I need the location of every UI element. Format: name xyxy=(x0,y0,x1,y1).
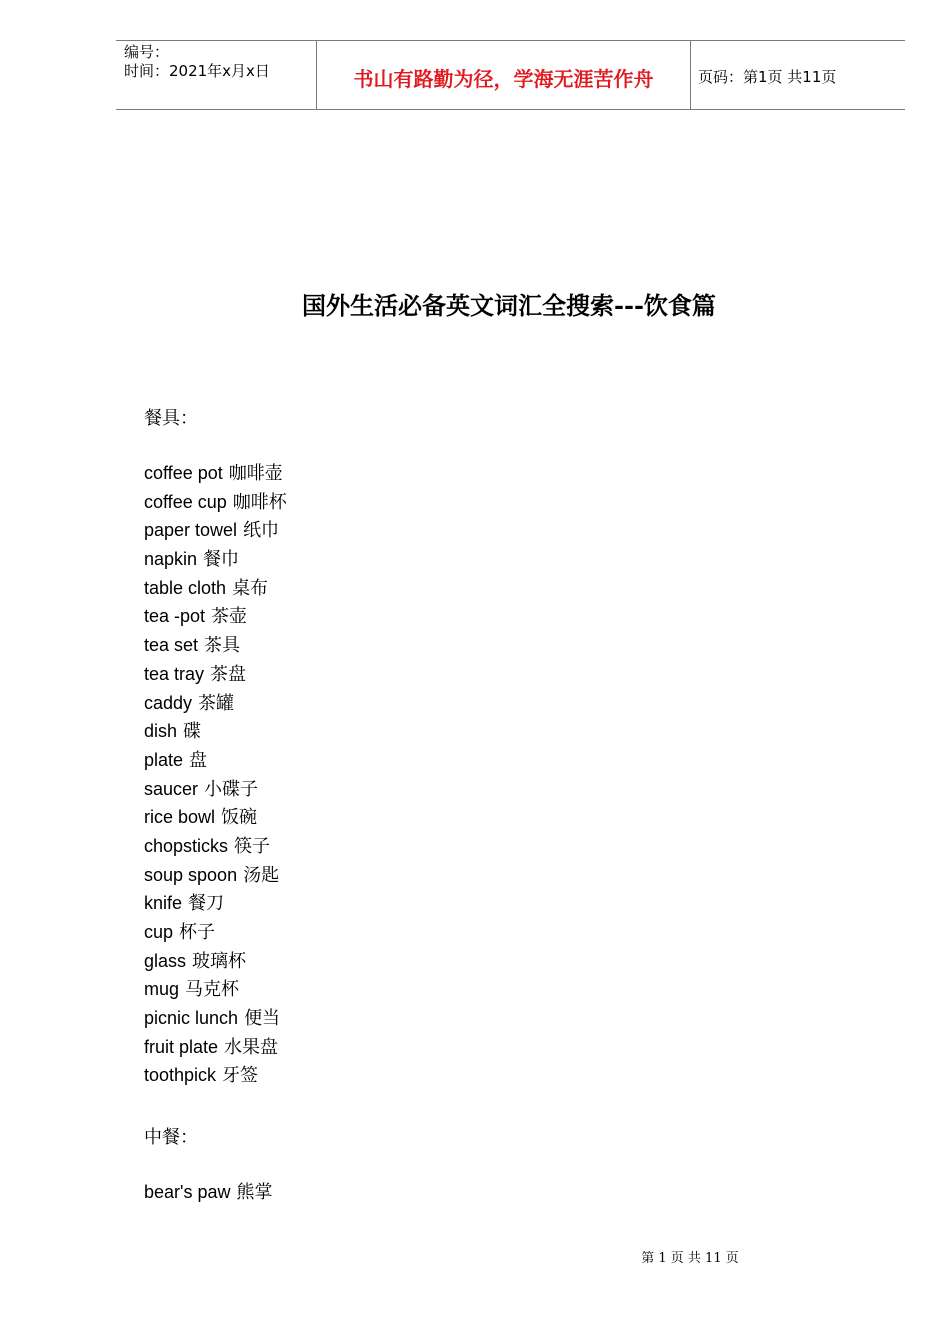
list-item xyxy=(144,1061,287,1090)
english-term: coffee pot xyxy=(144,463,223,483)
list-item xyxy=(144,1033,287,1062)
english-term: table cloth xyxy=(144,577,227,598)
chinese-term: 饭碗 xyxy=(221,807,258,829)
list-item xyxy=(144,803,287,832)
document-date: 时间：2021年x月x日 xyxy=(124,62,270,80)
chinese-term: 筷子 xyxy=(234,835,271,857)
english-term: tea -pot xyxy=(144,606,206,627)
list-item xyxy=(144,602,287,631)
header-motto: 书山有路勤为径，学海无涯苦作舟 xyxy=(353,67,654,91)
english-term: soup spoon xyxy=(144,864,238,885)
page-header xyxy=(116,40,905,110)
vocab-list-tableware xyxy=(144,459,287,1090)
chinese-term: 茶罐 xyxy=(198,692,235,714)
list-item xyxy=(144,832,287,861)
list-item xyxy=(144,631,287,660)
chinese-term: 盘 xyxy=(189,749,208,771)
header-page-info: 页码：第1页 共11页 xyxy=(698,68,837,86)
list-item xyxy=(144,574,287,603)
page-title: 国外生活必备英文词汇全搜索---饮食篇 xyxy=(302,291,716,320)
chinese-term: 碟 xyxy=(183,721,202,743)
header-page-cell xyxy=(690,41,905,109)
chinese-term: 汤匙 xyxy=(243,864,280,886)
list-item xyxy=(144,717,287,746)
list-item xyxy=(144,947,287,976)
list-item xyxy=(144,660,287,689)
english-term: tea set xyxy=(144,635,199,656)
chinese-term: 桌布 xyxy=(232,577,269,599)
list-item xyxy=(144,889,287,918)
list-item xyxy=(144,975,287,1004)
chinese-term: 水果盘 xyxy=(224,1036,279,1058)
chinese-term: 茶壶 xyxy=(211,606,248,628)
chinese-term: 牙签 xyxy=(222,1065,259,1087)
english-term: cup xyxy=(144,922,174,942)
chinese-term: 餐巾 xyxy=(203,549,240,571)
list-item xyxy=(144,1004,287,1033)
chinese-term: 咖啡壶 xyxy=(228,463,283,484)
chinese-term: 杯子 xyxy=(179,922,216,943)
english-term: chopsticks xyxy=(144,835,229,856)
header-meta-cell xyxy=(116,41,316,109)
english-term: coffee cup xyxy=(144,491,227,512)
chinese-term: 餐刀 xyxy=(188,893,225,915)
english-term: fruit plate xyxy=(144,1036,219,1057)
english-term: mug xyxy=(144,979,180,1000)
section-heading-chinese-food: 中餐： xyxy=(144,1127,198,1148)
list-item xyxy=(144,861,287,890)
list-item xyxy=(144,545,287,574)
english-term: knife xyxy=(144,893,183,914)
english-term: bear's paw xyxy=(144,1182,231,1202)
list-item xyxy=(144,1178,272,1207)
chinese-term: 玻璃杯 xyxy=(192,950,247,972)
chinese-term: 咖啡杯 xyxy=(232,491,287,513)
document-number-label: 编号： xyxy=(124,43,170,61)
list-item xyxy=(144,488,287,517)
english-term: tea tray xyxy=(144,663,205,684)
english-term: caddy xyxy=(144,692,193,713)
english-term: glass xyxy=(144,950,187,971)
english-term: dish xyxy=(144,721,178,742)
section-heading-tableware: 餐具： xyxy=(144,408,198,429)
vocab-list-chinese-food xyxy=(144,1178,272,1207)
list-item xyxy=(144,516,287,545)
chinese-term: 便当 xyxy=(244,1008,281,1030)
page-footer: 第 1 页 共 11 页 xyxy=(641,1251,739,1266)
chinese-term: 茶盘 xyxy=(210,663,247,685)
chinese-term: 纸巾 xyxy=(243,520,280,542)
list-item xyxy=(144,775,287,804)
list-item xyxy=(144,689,287,718)
english-term: paper towel xyxy=(144,520,238,541)
english-term: saucer xyxy=(144,778,199,799)
list-item xyxy=(144,746,287,775)
english-term: plate xyxy=(144,749,184,770)
list-item xyxy=(144,459,287,488)
chinese-term: 茶具 xyxy=(204,635,241,657)
list-item xyxy=(144,918,287,947)
chinese-term: 小碟子 xyxy=(204,778,259,800)
chinese-term: 熊掌 xyxy=(236,1182,273,1203)
english-term: toothpick xyxy=(144,1065,217,1086)
english-term: napkin xyxy=(144,549,198,570)
english-term: picnic lunch xyxy=(144,1008,239,1029)
header-motto-cell xyxy=(316,41,691,109)
chinese-term: 马克杯 xyxy=(185,979,240,1001)
english-term: rice bowl xyxy=(144,807,216,828)
